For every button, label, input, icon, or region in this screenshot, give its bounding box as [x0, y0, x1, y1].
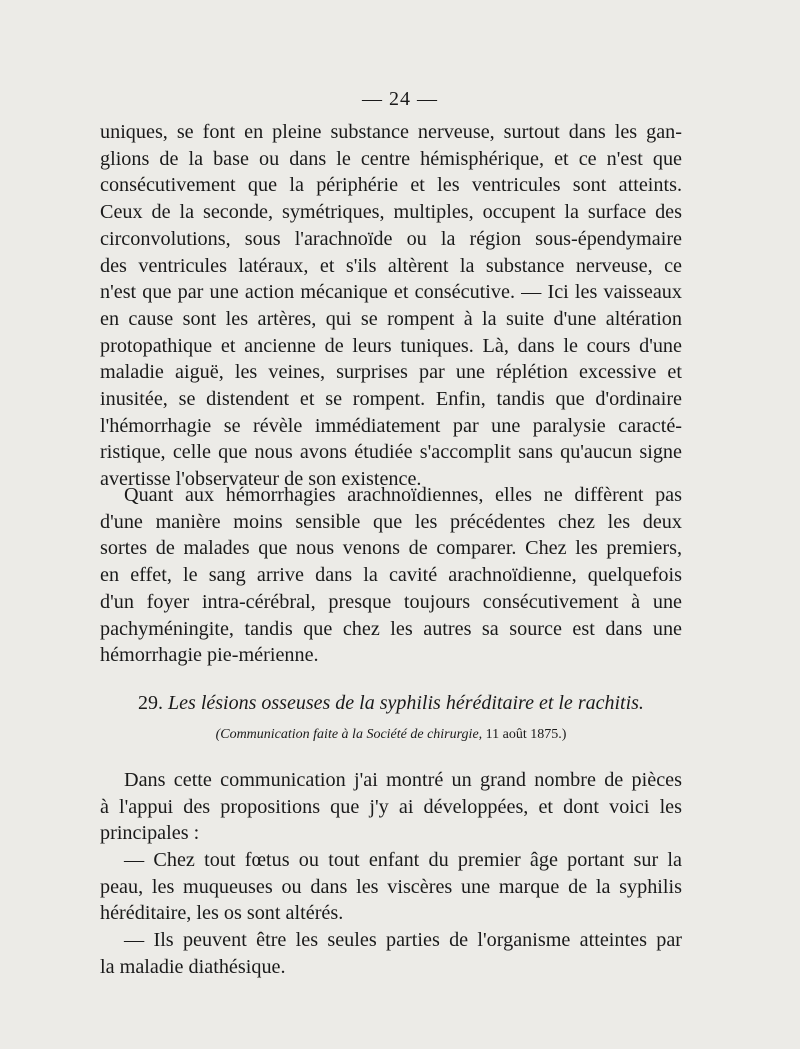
- text-line: consécutivement que la périphérie et les ventricules sont atteints.: [100, 174, 682, 197]
- text-line: glions de la base ou dans le centre hémisphérique, et ce n'est que: [100, 147, 682, 170]
- text-line: maladie aiguë, les veines, surprises par une réplétion excessive et: [100, 361, 682, 384]
- paragraph-5: [100, 927, 682, 980]
- text-line: protopathique et ancienne de leurs tuniques. Là, dans le cours d'une: [100, 334, 682, 357]
- text-line: d'un foyer intra-cérébral, presque toujours consécutivement à une: [100, 590, 682, 613]
- text-line: l'hémorrhagie se révèle immédiatement par une paralysie caracté-: [100, 414, 682, 437]
- text-line: héréditaire, les os sont altérés.: [100, 902, 344, 925]
- text-line: ristique, celle que nous avons étudiée s'accomplit sans qu'aucun signe: [100, 441, 682, 464]
- text-line: — Chez tout fœtus ou tout enfant du premier âge portant sur la: [124, 849, 682, 871]
- text-line: en effet, le sang arrive dans la cavité arachnoïdienne, quelquefois: [100, 564, 682, 587]
- subheading-date: 11 août 1875.): [485, 727, 567, 742]
- text-line: Dans cette communication j'ai montré un grand nombre de pièces: [124, 769, 682, 791]
- text-line: Quant aux hémorrhagies arachnoïdiennes, elles ne diffèrent pas: [124, 484, 682, 506]
- text-line: Ceux de la seconde, symétriques, multiples, occupent la surface des: [100, 201, 682, 224]
- text-line: principales :: [100, 822, 200, 845]
- text-line: — Ils peuvent être les seules parties de l'organisme atteintes par: [124, 929, 682, 951]
- text-line: d'une manière moins sensible que les précédentes chez les deux: [100, 510, 682, 533]
- text-line: avertisse l'observateur de son existence.: [100, 468, 422, 491]
- text-line: inusitée, se distendent et se rompent. Enfin, tandis que d'ordinaire: [100, 388, 682, 411]
- paragraph-2: [100, 482, 682, 669]
- text-line: des ventricules latéraux, et s'ils altèrent la substance nerveuse, ce: [100, 254, 682, 277]
- text-line: n'est que par une action mécanique et consécutive. — Ici les vaisseaux: [100, 281, 682, 304]
- subheading-text: (Communication faite à la Société de chirurgie,: [215, 727, 483, 742]
- page-number: — 24 —: [362, 88, 438, 110]
- text-line: sortes de malades que nous venons de comparer. Chez les premiers,: [100, 537, 682, 560]
- text-line: peau, les muqueuses ou dans les viscères une marque de la syphilis: [100, 875, 682, 898]
- section-title: Les lésions osseuses de la syphilis héréditaire et le rachitis.: [168, 692, 644, 714]
- paragraph-4: [100, 847, 682, 927]
- text-line: uniques, se font en pleine substance nerveuse, surtout dans les gan-: [100, 121, 682, 143]
- section-heading: [100, 692, 682, 715]
- text-line: hémorrhagie pie-mérienne.: [100, 644, 319, 667]
- paragraph-1: [100, 119, 682, 493]
- text-line: à l'appui des propositions que j'y ai développées, et dont voici les: [100, 795, 682, 818]
- section-subheading: [100, 727, 682, 743]
- paragraph-3: [100, 767, 682, 847]
- text-line: pachyméningite, tandis que chez les autres sa source est dans une: [100, 617, 682, 640]
- text-line: la maladie diathésique.: [100, 955, 286, 978]
- section-number: 29.: [138, 692, 164, 714]
- text-line: circonvolutions, sous l'arachnoïde ou la région sous-épendymaire: [100, 227, 682, 250]
- text-line: en cause sont les artères, qui se rompent à la suite d'une altération: [100, 307, 682, 330]
